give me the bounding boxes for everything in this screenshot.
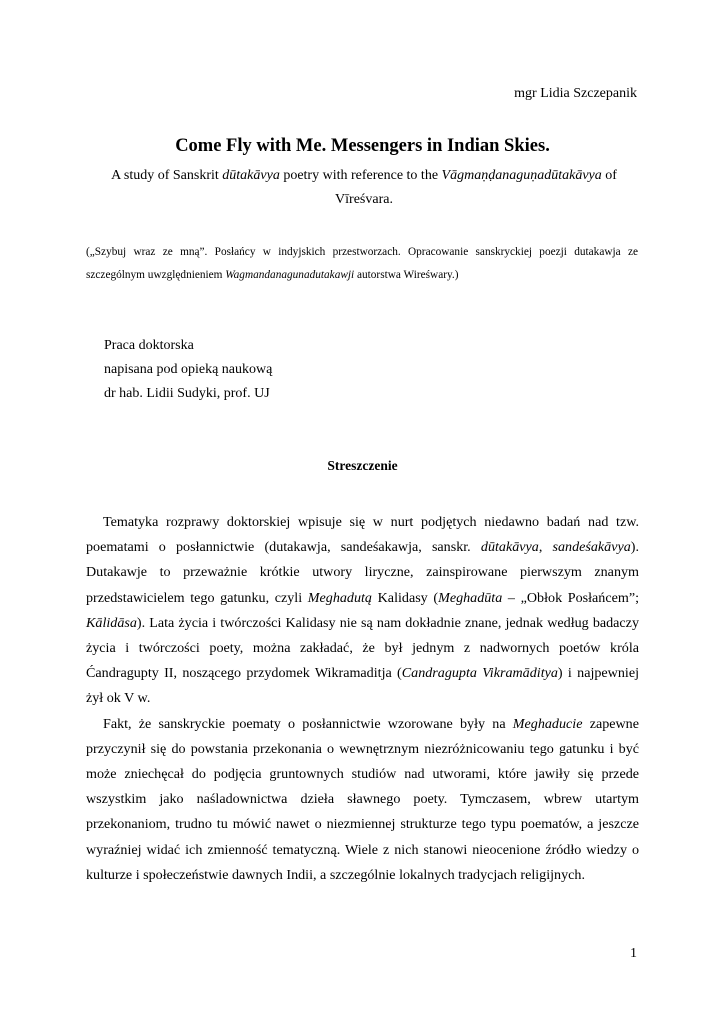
paragraph-text: ,: [538, 539, 553, 556]
abstract-paragraph: [86, 510, 639, 712]
italic-term: sandeśakāvya: [552, 539, 631, 556]
subtitle-term: Vāgmaṇḍanaguṇadūtakāvya: [441, 168, 602, 183]
polish-title-text: („Szybuj wraz ze mną”. Posłańcy w indyjskich przestworzach. Opracowanie sanskryckiej poezji dutakawja ze szczególnym uwzględnieniem: [86, 246, 638, 281]
polish-title-term: Wagmandanagunadutakawji: [225, 269, 355, 281]
supervisor-name: dr hab. Lidii Sudyki, prof. UJ: [104, 386, 270, 401]
subtitle-text: poetry with reference to the: [279, 168, 442, 183]
paragraph-text: ) i najpewniej żył ok V w.: [86, 665, 639, 707]
thesis-info: [104, 334, 272, 406]
paragraph-text: Kalidasy (: [371, 589, 439, 606]
italic-term: Candragupta Vikramāditya: [401, 665, 558, 682]
polish-title: [86, 241, 638, 287]
abstract-body: [86, 510, 639, 888]
thesis-subtitle: [90, 164, 638, 212]
page-number: 1: [630, 946, 637, 961]
abstract-paragraph: [86, 712, 639, 888]
subtitle-text: of Vīreśvara.: [335, 168, 617, 207]
italic-term: dūtakāvya: [480, 539, 539, 556]
italic-term: Kālidāsa: [86, 614, 137, 631]
italic-term: Meghadūta: [438, 589, 503, 606]
paragraph-text: Fakt, że sanskryckie poematy o posłannictwie wzorowane były na: [103, 715, 513, 732]
italic-term: Meghaducie: [512, 715, 583, 732]
paragraph-text: Tematyka rozprawy doktorskiej wpisuje się w nurt podjętych niedawno badań nad tzw. poematami o posłannictwie (dutakawja, sandeśakawja, sanskr.: [86, 514, 639, 556]
polish-title-text: autorstwa Wireśwary.): [354, 269, 459, 281]
paragraph-text: zapewne przyczynił się do powstania przekonania o wewnętrznym niezróżnicowaniu tego gatunku i być może zniechęcał do podjęcia gruntownych studiów nad utworami, które jawiły się przede wszystkim jako naśladownictwa dzieła sławnego poety. Tymczasem, wbrew utartym przekonaniom, trudno tu mówić nawet o niezmiennej strukturze tego typu poematów, a jeszcze wyraźniej widać ich zmienność tematyczną. Wiele z nich stanowi nieocenione źródło wiedzy o kulturze i społeczeństwie dawnych Indii, a szczególnie lokalnych tradycjach religijnych.: [86, 715, 639, 883]
author-name: mgr Lidia Szczepanik: [514, 86, 637, 101]
supervision-line: napisana pod opieką naukową: [104, 362, 273, 377]
paragraph-text: ). Lata życia i twórczości Kalidasy nie są nam dokładnie znane, jednak według badaczy życia i twórczości poety, można zakładać, że był jednym z nadwornych poetów króla Ćandragupty II, noszącego przydomek Wikramaditja (: [86, 614, 639, 682]
paragraph-text: ). Dutakawje to przeważnie krótkie utwory liryczne, zainspirowane pierwszym znanym przedstawicielem tego gatunku, czyli: [86, 539, 640, 606]
thesis-type: Praca doktorska: [104, 338, 194, 353]
abstract-heading: Streszczenie: [327, 458, 398, 473]
paragraph-text: – „Obłok Posłańcem”;: [502, 589, 639, 606]
subtitle-text: A study of Sanskrit: [111, 168, 223, 183]
subtitle-term: dūtakāvya: [222, 168, 280, 183]
italic-term: Meghadutą: [307, 589, 372, 606]
thesis-title: Come Fly with Me. Messengers in Indian Skies.: [175, 136, 550, 156]
